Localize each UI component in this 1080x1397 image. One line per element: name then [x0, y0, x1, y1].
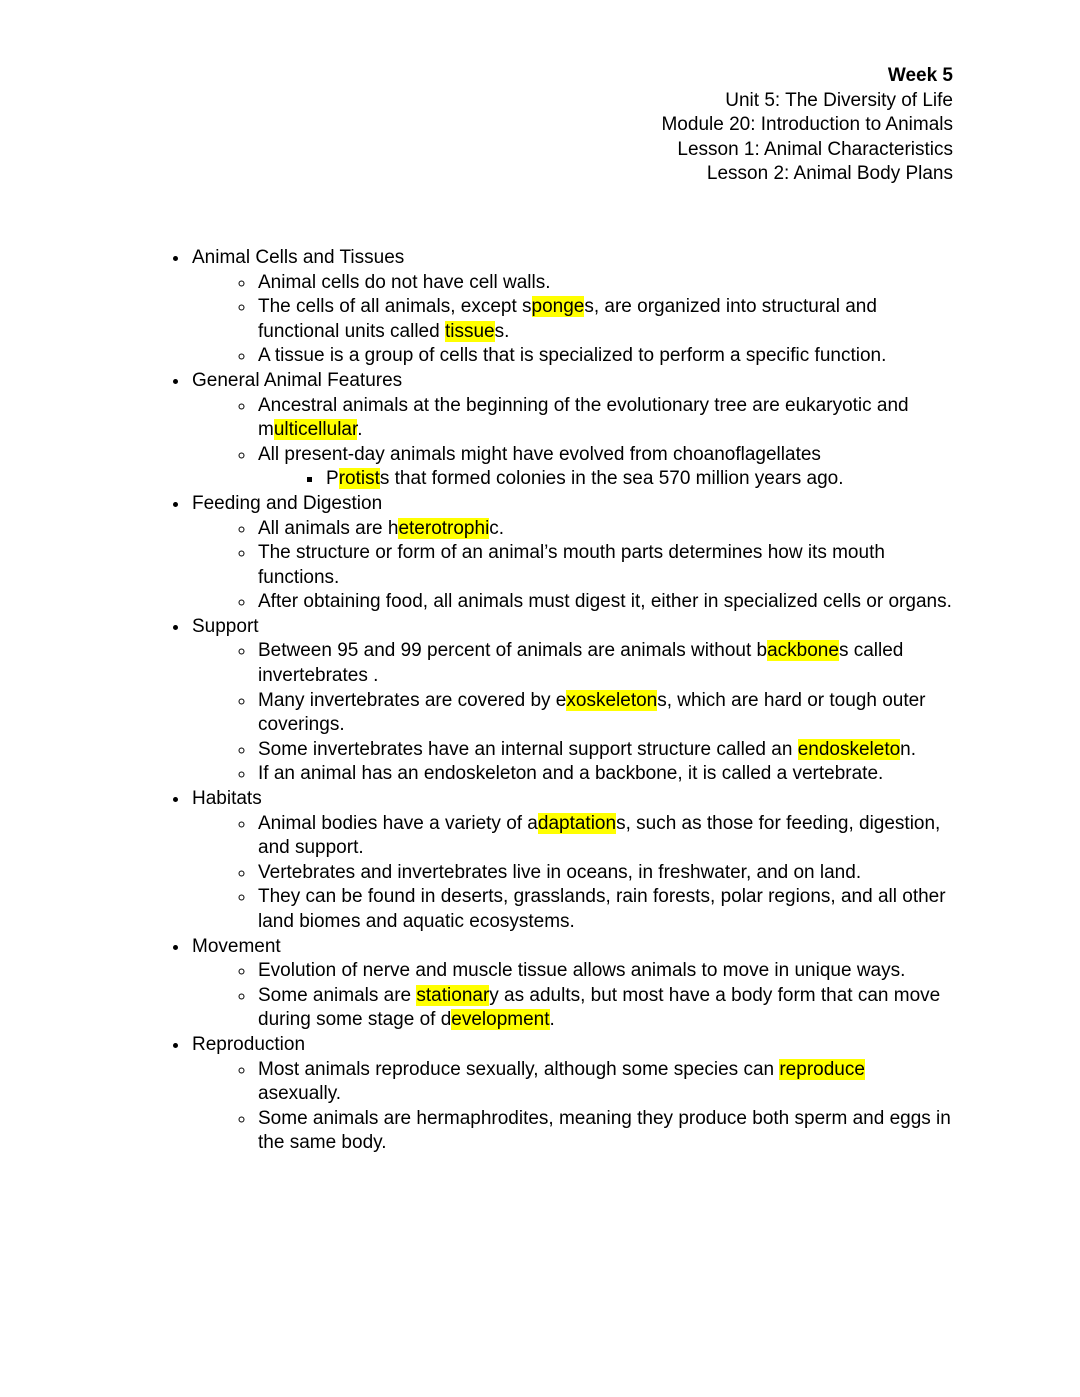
- text-segment: c.: [489, 517, 505, 539]
- section-title: General Animal Features: [192, 369, 403, 391]
- outline-item: [256, 885, 953, 934]
- outline-item: [256, 1058, 953, 1107]
- highlighted-text: eterotrophi: [398, 517, 490, 539]
- outline-item: [256, 984, 953, 1033]
- text-segment: y as adults, but most have a body form that can move during some stage of d: [258, 984, 941, 1031]
- text-segment: All present-day animals might have evolved from choanoflagellates: [258, 443, 821, 465]
- text-segment: The structure or form of an animal’s mouth parts determines how its mouth functions.: [258, 542, 885, 588]
- section-items: [192, 271, 953, 369]
- text-segment: If an animal has an endoskeleton and a backbone, it is called a vertebrate.: [258, 763, 884, 785]
- text-segment: Many invertebrates are covered by e: [258, 689, 567, 711]
- text-segment: s.: [494, 320, 510, 342]
- text-segment: s, which are hard or tough outer coverings.: [258, 689, 926, 736]
- document-header: [127, 64, 953, 187]
- section-title: Feeding and Digestion: [192, 492, 383, 514]
- highlighted-text: ponge: [531, 296, 585, 318]
- text-segment: Between 95 and 99 percent of animals are animals without b: [258, 640, 768, 662]
- highlighted-text: reproduce: [779, 1058, 865, 1080]
- text-segment: Animal bodies have a variety of a: [258, 812, 538, 834]
- text-segment: The cells of all animals, except s: [258, 296, 532, 318]
- section-items: [192, 1058, 953, 1156]
- text-segment: .: [357, 419, 363, 441]
- outline-item: [256, 344, 953, 369]
- document-body: [127, 246, 953, 1156]
- text-segment: A tissue is a group of cells that is specialized to perform a specific function.: [258, 345, 887, 367]
- section-title: Reproduction: [192, 1033, 306, 1055]
- header-line: Unit 5: The Diversity of Life: [725, 89, 953, 111]
- outline-item: [256, 762, 953, 787]
- section-title: Support: [192, 615, 259, 637]
- highlighted-text: ulticellular: [273, 419, 358, 441]
- outline-section: [190, 492, 953, 615]
- outline-root: [127, 246, 953, 1156]
- outline-item: [256, 443, 953, 492]
- text-segment: asexually.: [258, 1083, 342, 1105]
- outline-item: [256, 812, 953, 861]
- highlighted-text: ackbone: [767, 640, 839, 662]
- text-segment: Animal cells do not have cell walls.: [258, 271, 551, 293]
- highlighted-text: daptation: [537, 812, 617, 834]
- text-segment: Vertebrates and invertebrates live in oceans, in freshwater, and on land.: [258, 861, 862, 883]
- outline-item: [256, 590, 953, 615]
- outline-item: [256, 295, 953, 344]
- outline-item: [256, 861, 953, 886]
- text-segment: .: [549, 1009, 555, 1031]
- text-segment: After obtaining food, all animals must digest it, either in specialized cells or organs.: [258, 591, 952, 613]
- text-segment: Ancestral animals at the beginning of the evolutionary tree are eukaryotic and m: [258, 394, 909, 441]
- outline-section: [190, 787, 953, 935]
- highlighted-text: stationar: [416, 984, 490, 1006]
- header-line: Module 20: Introduction to Animals: [661, 114, 953, 136]
- outline-item: [256, 517, 953, 542]
- outline-section: [190, 1033, 953, 1156]
- text-segment: Some invertebrates have an internal support structure called an: [258, 738, 798, 760]
- section-items: [192, 959, 953, 1033]
- outline-section: [190, 369, 953, 492]
- text-segment: P: [326, 468, 339, 490]
- section-items: [192, 394, 953, 492]
- outline-item: [256, 639, 953, 688]
- text-segment: Some animals are hermaphrodites, meaning they produce both sperm and eggs in the same body.: [258, 1107, 951, 1154]
- highlighted-text: rotist: [338, 468, 380, 490]
- outline-section: [190, 615, 953, 787]
- outline-item: [256, 738, 953, 763]
- text-segment: Evolution of nerve and muscle tissue allows animals to move in unique ways.: [258, 960, 906, 982]
- highlighted-text: xoskeleton: [566, 689, 658, 711]
- outline-item: [256, 1107, 953, 1156]
- outline-section: [190, 935, 953, 1033]
- header-line: Week 5: [887, 65, 953, 86]
- section-items: [192, 639, 953, 787]
- sub-items: [258, 467, 953, 492]
- outline-item: [256, 394, 953, 443]
- outline-section: [190, 246, 953, 369]
- text-segment: n.: [900, 738, 917, 760]
- outline-item: [256, 271, 953, 296]
- text-segment: s called invertebrates .: [258, 640, 904, 687]
- section-title: Animal Cells and Tissues: [192, 246, 405, 268]
- text-segment: s that formed colonies in the sea 570 million years ago.: [379, 468, 844, 490]
- text-segment: Most animals reproduce sexually, although some species can: [258, 1058, 780, 1080]
- section-title: Movement: [192, 935, 281, 957]
- header-line: Lesson 1: Animal Characteristics: [677, 138, 953, 160]
- text-segment: They can be found in deserts, grasslands, rain forests, polar regions, and all other land biomes and aquatic ecosystems.: [258, 886, 946, 932]
- outline-item: [256, 541, 953, 590]
- highlighted-text: endoskeleto: [797, 738, 901, 760]
- outline-subitem: [324, 467, 953, 492]
- highlighted-text: tissue: [444, 320, 495, 342]
- highlighted-text: evelopment: [451, 1009, 550, 1031]
- text-segment: s, are organized into structural and functional units called: [258, 296, 877, 342]
- section-title: Habitats: [192, 788, 262, 810]
- section-items: [192, 517, 953, 615]
- outline-item: [256, 959, 953, 984]
- text-segment: s, such as those for feeding, digestion, and support.: [258, 812, 941, 859]
- section-items: [192, 812, 953, 935]
- text-segment: All animals are h: [258, 517, 399, 539]
- header-line: Lesson 2: Animal Body Plans: [706, 163, 953, 185]
- outline-item: [256, 689, 953, 738]
- text-segment: Some animals are: [258, 984, 417, 1006]
